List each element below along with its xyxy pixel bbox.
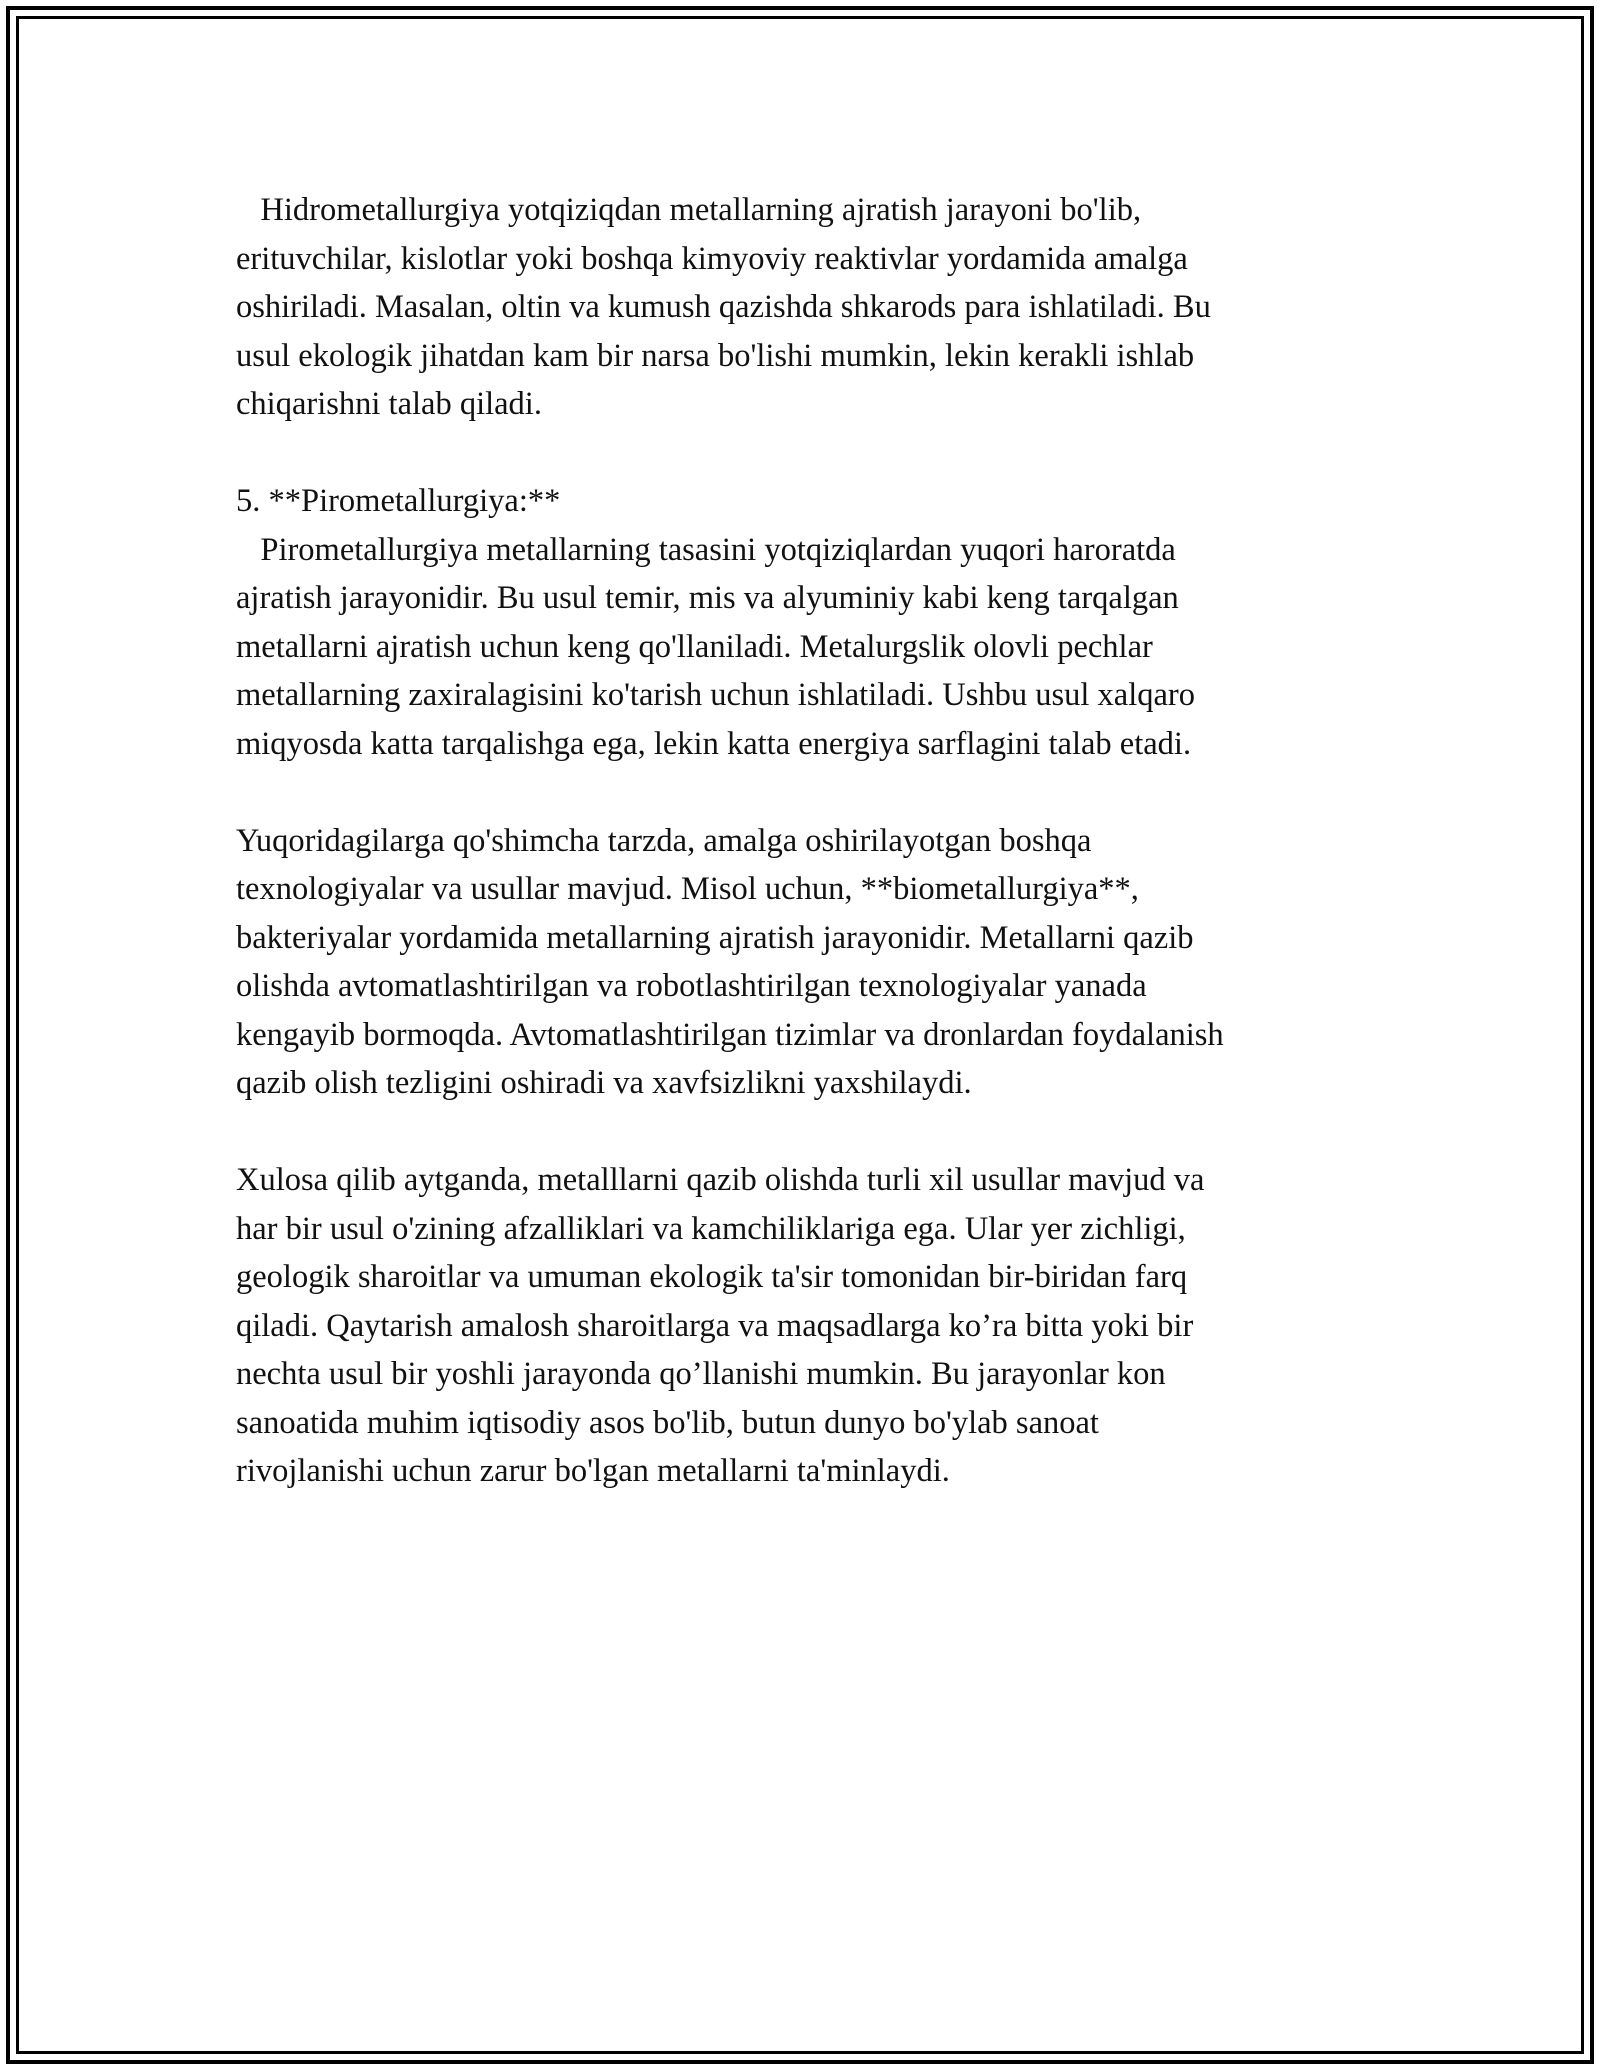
- paragraph-biometallurgiya: [236, 817, 1376, 1108]
- text-line: sanoatida muhim iqtisodiy asos bo'lib, butun dunyo bo'ylab sanoat: [236, 1404, 1099, 1441]
- text-line: olishda avtomatlashtirilgan va robotlashtirilgan texnologiyalar yanada: [236, 968, 1147, 1004]
- document-body: [236, 186, 1376, 1496]
- text-line: bakteriyalar yordamida metallarning ajratish jarayonidir. Metallarni qazib: [236, 919, 1194, 956]
- paragraph-spacer: [236, 768, 1376, 817]
- paragraph-hidrometallurgiya: [236, 186, 1376, 429]
- text-line: oshiriladi. Masalan, oltin va kumush qazishda shkarods para ishlatiladi. Bu: [236, 289, 1211, 325]
- text-line: har bir usul o'zining afzalliklari va kamchiliklariga ega. Ular yer zichligi,: [236, 1210, 1186, 1247]
- text-line: metallarning zaxiralagisini ko'tarish uchun ishlatiladi. Ushbu usul xalqaro: [236, 677, 1195, 713]
- section-heading: 5. **Pirometallurgiya:**: [236, 483, 561, 519]
- text-line: geologik sharoitlar va umuman ekologik ta'sir tomonidan bir-biridan farq: [236, 1259, 1188, 1295]
- paragraph-xulosa: [236, 1156, 1376, 1496]
- text-line: metallarni ajratish uchun keng qo'llaniladi. Metalurgslik olovli pechlar: [236, 628, 1153, 665]
- text-line: qiladi. Qaytarish amalosh sharoitlarga va maqsadlarga ko’ra bitta yoki bir: [236, 1307, 1194, 1344]
- paragraph-spacer: [236, 429, 1376, 478]
- paragraph-pirometallurgiya: [236, 477, 1376, 768]
- text-line: texnologiyalar va usullar mavjud. Misol uchun, **biometallurgiya**,: [236, 871, 1139, 907]
- text-line: usul ekologik jihatdan kam bir narsa bo'lishi mumkin, lekin kerakli ishlab: [236, 337, 1195, 374]
- text-line: Xulosa qilib aytganda, metalllarni qazib olishda turli xil usullar mavjud va: [236, 1162, 1205, 1198]
- text-line: rivojlanishi uchun zarur bo'lgan metallarni ta'minlaydi.: [236, 1453, 950, 1489]
- text-line: Hidrometallurgiya yotqiziqdan metallarning ajratish jarayoni bo'lib,: [236, 192, 1142, 228]
- text-line: nechta usul bir yoshli jarayonda qo’llanishi mumkin. Bu jarayonlar kon: [236, 1356, 1166, 1392]
- text-line: erituvchilar, kislotlar yoki boshqa kimyoviy reaktivlar yordamida amalga: [236, 240, 1188, 277]
- text-line: miqyosda katta tarqalishga ega, lekin katta energiya sarflagini talab etadi.: [236, 725, 1192, 762]
- text-line: chiqarishni talab qiladi.: [236, 386, 542, 422]
- text-line: ajratish jarayonidir. Bu usul temir, mis va alyuminiy kabi keng tarqalgan: [236, 580, 1179, 616]
- text-line: Yuqoridagilarga qo'shimcha tarzda, amalga oshirilayotgan boshqa: [236, 822, 1092, 859]
- text-line: Pirometallurgiya metallarning tasasini yotqiziqlardan yuqori haroratda: [236, 531, 1176, 568]
- text-line: kengayib bormoqda. Avtomatlashtirilgan tizimlar va dronlardan foydalanish: [236, 1016, 1224, 1053]
- paragraph-spacer: [236, 1108, 1376, 1157]
- text-line: qazib olish tezligini oshiradi va xavfsizlikni yaxshilaydi.: [236, 1065, 972, 1101]
